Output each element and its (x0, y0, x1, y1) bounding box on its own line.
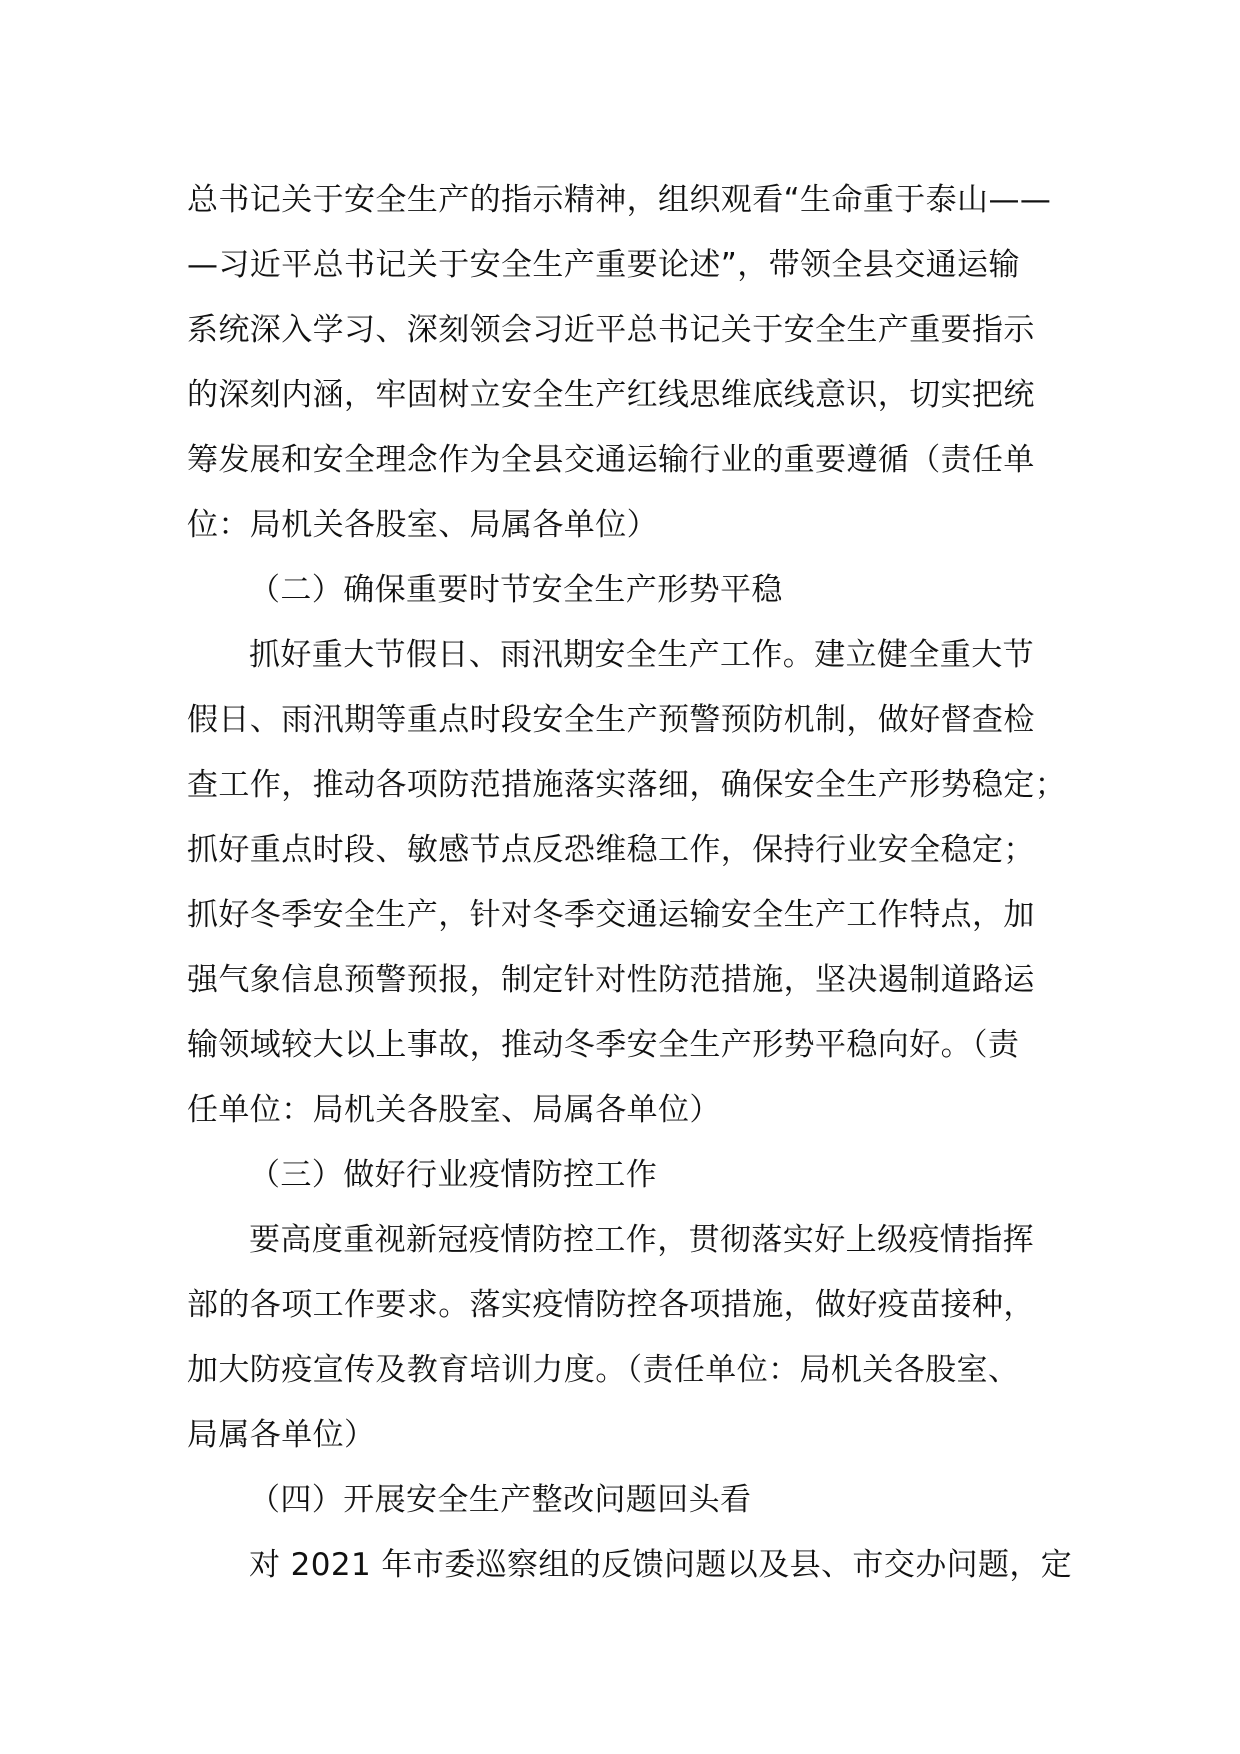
paragraph-line: 部的各项工作要求。落实疫情防控各项措施，做好疫苗接种， (187, 1287, 1035, 1323)
section-heading: （四）开展安全生产整改问题回头看 (249, 1482, 752, 1518)
document-body (187, 168, 1073, 1598)
paragraph-line: 抓好冬季安全生产，针对冬季交通运输安全生产工作特点，加 (187, 897, 1035, 933)
paragraph-line: 总书记关于安全生产的指示精神，组织观看“生命重于泰山—— (187, 182, 1052, 218)
paragraph-line: 筹发展和安全理念作为全县交通运输行业的重要遵循（责任单 (187, 442, 1035, 478)
paragraph-line: 任单位：局机关各股室、局属各单位） (187, 1092, 721, 1128)
paragraph-line: 抓好重点时段、敏感节点反恐维稳工作，保持行业安全稳定； (187, 832, 1035, 868)
paragraph-line: 查工作，推动各项防范措施落实落细，确保安全生产形势稳定； (187, 767, 1067, 803)
paragraph-line: 输领域较大以上事故，推动冬季安全生产形势平稳向好。（责 (187, 1027, 1020, 1063)
paragraph-line: —习近平总书记关于安全生产重要论述”，带领全县交通运输 (187, 247, 1020, 283)
section-heading: （二）确保重要时节安全生产形势平稳 (249, 572, 783, 608)
section-heading: （三）做好行业疫情防控工作 (249, 1157, 658, 1193)
paragraph-line: 对 2021 年市委巡察组的反馈问题以及县、市交办问题，定 (249, 1547, 1073, 1583)
paragraph-line: 假日、雨汛期等重点时段安全生产预警预防机制，做好督查检 (187, 702, 1035, 738)
paragraph-line: 抓好重大节假日、雨汛期安全生产工作。建立健全重大节 (249, 637, 1034, 673)
paragraph-line: 要高度重视新冠疫情防控工作，贯彻落实好上级疫情指挥 (249, 1222, 1034, 1258)
paragraph-line: 系统深入学习、深刻领会习近平总书记关于安全生产重要指示 (187, 312, 1035, 348)
paragraph-line: 的深刻内涵，牢固树立安全生产红线思维底线意识，切实把统 (187, 377, 1035, 413)
paragraph-line: 位：局机关各股室、局属各单位） (187, 507, 658, 543)
paragraph-line: 局属各单位） (187, 1417, 376, 1453)
paragraph-line: 加大防疫宣传及教育培训力度。（责任单位：局机关各股室、 (187, 1352, 1020, 1388)
paragraph-line: 强气象信息预警预报，制定针对性防范措施，坚决遏制道路运 (187, 962, 1035, 998)
